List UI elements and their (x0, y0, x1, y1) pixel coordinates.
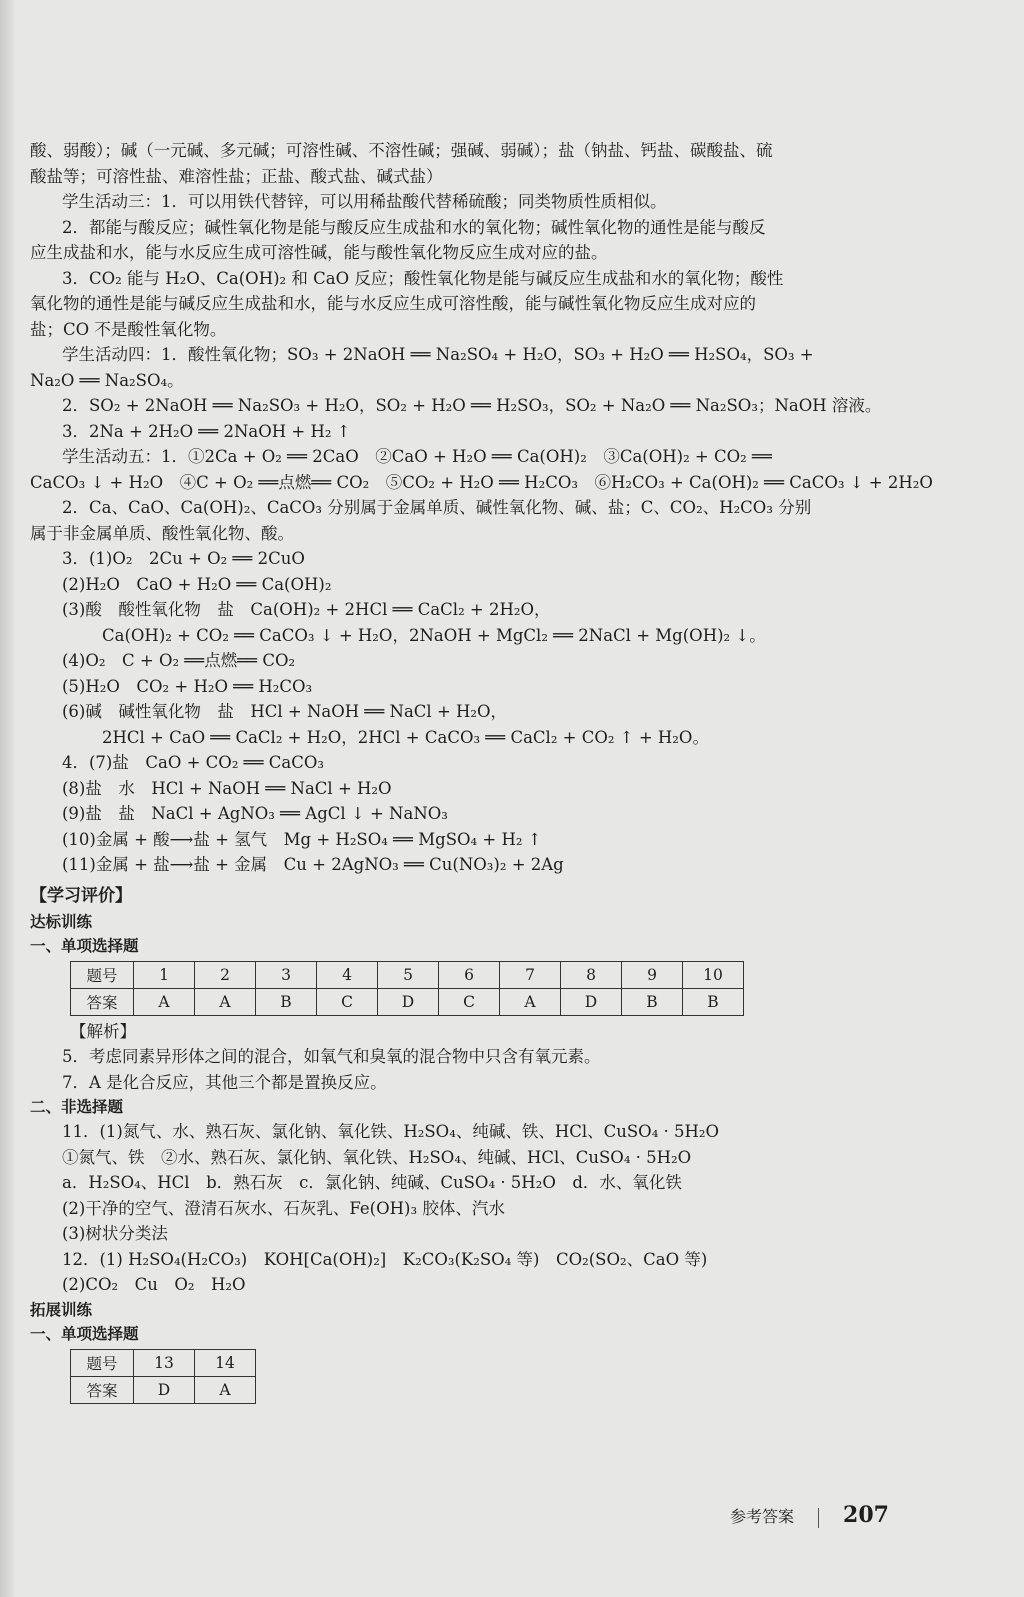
text-line: (2)H₂O CaO + H₂O ══ Ca(OH)₂ (62, 574, 332, 594)
text-line: 2．SO₂ + 2NaOH ══ Na₂SO₃ + H₂O，SO₂ + H₂O ══ H₂SO₃，SO₂ + Na₂O ══ Na₂SO₃；NaOH 溶液。 (62, 396, 882, 415)
table-row (71, 961, 744, 988)
question-number-cell: 9 (622, 961, 683, 988)
text-line: (10)金属 + 酸⟶盐 + 氢气 Mg + H₂SO₄ ══ MgSO₄ + H₂ ↑ (62, 829, 542, 849)
text-line: (3)树状分类法 (62, 1224, 168, 1243)
page-footer (730, 1502, 889, 1528)
table-row (71, 1376, 256, 1403)
text-line: (8)盐 水 HCl + NaOH ══ NaCl + H₂O (62, 778, 392, 798)
question-number-cell: 2 (195, 961, 256, 988)
table-header-cell: 题号 (71, 1349, 134, 1376)
answer-cell: B (683, 988, 744, 1015)
text-line: 酸盐等；可溶性盐、难溶性盐；正盐、酸式盐、碱式盐） (30, 166, 443, 186)
table-header-cell: 题号 (71, 961, 134, 988)
question-number-cell: 6 (439, 961, 500, 988)
question-number-cell: 3 (256, 961, 317, 988)
text-line: 学生活动三：1．可以用铁代替锌，可以用稀盐酸代替稀硫酸；同类物质性质相似。 (62, 192, 667, 211)
question-number-cell: 1 (134, 961, 195, 988)
text-line: 氧化物的通性是能与碱反应生成盐和水，能与水反应生成可溶性酸，能与碱性氧化物反应生成对应的 (30, 294, 756, 313)
answer-cell: C (317, 988, 378, 1015)
text-line: ①氮气、铁 ②水、熟石灰、氯化钠、氧化铁、H₂SO₄、纯碱、HCl、CuSO₄ · 5H₂O (62, 1147, 692, 1167)
answer-cell: C (439, 988, 500, 1015)
text-line: 5．考虑同素异形体之间的混合，如氧气和臭氧的混合物中只含有氧元素。 (62, 1047, 601, 1066)
footer-divider (818, 1508, 819, 1528)
footer-label: 参考答案 (730, 1507, 795, 1526)
answer-page (30, 138, 933, 1407)
text-line: a．H₂SO₄、HCl b．熟石灰 c．氯化钠、纯碱、CuSO₄ · 5H₂O d．水、氧化铁 (62, 1173, 682, 1192)
table-header-cell: 答案 (71, 988, 134, 1015)
text-line: 7．A 是化合反应，其他三个都是置换反应。 (62, 1072, 387, 1092)
subheading-single-choice: 一、单项选择题 (30, 936, 139, 955)
answer-cell: D (378, 988, 439, 1015)
text-line: (2)干净的空气、澄清石灰水、石灰乳、Fe(OH)₃ 胶体、汽水 (62, 1198, 505, 1218)
question-number-cell: 8 (561, 961, 622, 988)
text-line: (4)O₂ C + O₂ ══点燃══ CO₂ (62, 651, 296, 670)
text-line: 3．2Na + 2H₂O ══ 2NaOH + H₂ ↑ (62, 421, 351, 441)
text-line: 酸、弱酸）；碱（一元碱、多元碱；可溶性碱、不溶性碱；强碱、弱碱）；盐（钠盐、钙盐、碳酸盐、硫 (30, 141, 773, 160)
text-line: 11．(1)氮气、水、熟石灰、氯化钠、氧化铁、H₂SO₄、纯碱、铁、HCl、CuSO₄ · 5H₂O (62, 1122, 720, 1141)
text-line: Ca(OH)₂ + CO₂ ══ CaCO₃ ↓ + H₂O，2NaOH + MgCl₂ ══ 2NaCl + Mg(OH)₂ ↓。 (102, 625, 766, 645)
page-binding-edge (0, 0, 14, 1597)
subheading-standard-training: 达标训练 (30, 912, 93, 931)
question-number-cell: 4 (317, 961, 378, 988)
text-line: (9)盐 盐 NaCl + AgNO₃ ══ AgCl ↓ + NaNO₃ (62, 804, 448, 823)
subheading-non-choice: 二、非选择题 (30, 1098, 124, 1116)
text-line: (3)酸 酸性氧化物 盐 Ca(OH)₂ + 2HCl ══ CaCl₂ + 2H₂O， (62, 600, 551, 619)
text-line: 2．Ca、CaO、Ca(OH)₂、CaCO₃ 分别属于金属单质、碱性氧化物、碱、盐；C、CO₂、H₂CO₃ 分别 (62, 498, 812, 517)
question-number-cell: 10 (683, 961, 744, 988)
text-line: 4．(7)盐 CaO + CO₂ ══ CaCO₃ (62, 753, 325, 772)
answer-cell: D (561, 988, 622, 1015)
text-line: (5)H₂O CO₂ + H₂O ══ H₂CO₃ (62, 676, 313, 696)
answer-cell: B (622, 988, 683, 1015)
question-number-cell: 7 (500, 961, 561, 988)
answer-cell: A (500, 988, 561, 1015)
page-number: 207 (843, 1502, 889, 1528)
text-line: 学生活动五：1．①2Ca + O₂ ══ 2CaO ②CaO + H₂O ══ Ca(OH)₂ ③Ca(OH)₂ + CO₂ ══ (62, 447, 772, 466)
text-line: 3．(1)O₂ 2Cu + O₂ ══ 2CuO (62, 549, 305, 568)
analysis-label: 【解析】 (70, 1021, 136, 1041)
text-line: Na₂O ══ Na₂SO₄。 (30, 370, 184, 390)
table-row (71, 988, 744, 1015)
subheading-extension-training: 拓展训练 (30, 1300, 93, 1319)
table-row (71, 1349, 256, 1376)
text-line: CaCO₃ ↓ + H₂O ④C + O₂ ══点燃══ CO₂ ⑤CO₂ + H₂O ══ H₂CO₃ ⑥H₂CO₃ + Ca(OH)₂ ══ CaCO₃ ↓ + 2H₂O (30, 472, 933, 492)
text-line: 2HCl + CaO ══ CaCl₂ + H₂O，2HCl + CaCO₃ ══ CaCl₂ + CO₂ ↑ + H₂O。 (102, 727, 709, 747)
text-line: 盐；CO 不是酸性氧化物。 (30, 319, 227, 339)
answer-cell: B (256, 988, 317, 1015)
question-number-cell: 14 (195, 1349, 256, 1376)
text-line: 应生成盐和水，能与水反应生成可溶性碱，能与酸性氧化物反应生成对应的盐。 (30, 243, 608, 262)
subheading-single-choice: 一、单项选择题 (30, 1324, 139, 1343)
answer-cell: D (134, 1376, 195, 1403)
answer-cell: A (195, 1376, 256, 1403)
question-number-cell: 5 (378, 961, 439, 988)
answer-table-2 (70, 1349, 256, 1404)
answer-table-1 (70, 961, 744, 1016)
answer-cell: A (195, 988, 256, 1015)
text-line: 2．都能与酸反应；碱性氧化物是能与酸反应生成盐和水的氧化物；碱性氧化物的通性是能与酸反 (62, 217, 766, 237)
table-header-cell: 答案 (71, 1376, 134, 1403)
answer-cell: A (134, 988, 195, 1015)
text-line: 属于非金属单质、酸性氧化物、酸。 (30, 523, 294, 543)
section-heading-evaluation: 【学习评价】 (30, 885, 132, 906)
text-line: 12．(1) H₂SO₄(H₂CO₃) KOH[Ca(OH)₂] K₂CO₃(K₂SO₄ 等) CO₂(SO₂、CaO 等) (62, 1249, 708, 1269)
text-line: (11)金属 + 盐⟶盐 + 金属 Cu + 2AgNO₃ ══ Cu(NO₃)₂ + 2Ag (62, 855, 564, 874)
text-line: 3．CO₂ 能与 H₂O、Ca(OH)₂ 和 CaO 反应；酸性氧化物是能与碱反应生成盐和水的氧化物；酸性 (62, 268, 784, 288)
text-line: 学生活动四：1．酸性氧化物；SO₃ + 2NaOH ══ Na₂SO₄ + H₂O，SO₃ + H₂O ══ H₂SO₄，SO₃ + (62, 345, 814, 364)
text-line: (6)碱 碱性氧化物 盐 HCl + NaOH ══ NaCl + H₂O， (62, 702, 508, 721)
question-number-cell: 13 (134, 1349, 195, 1376)
text-line: (2)CO₂ Cu O₂ H₂O (62, 1275, 246, 1294)
